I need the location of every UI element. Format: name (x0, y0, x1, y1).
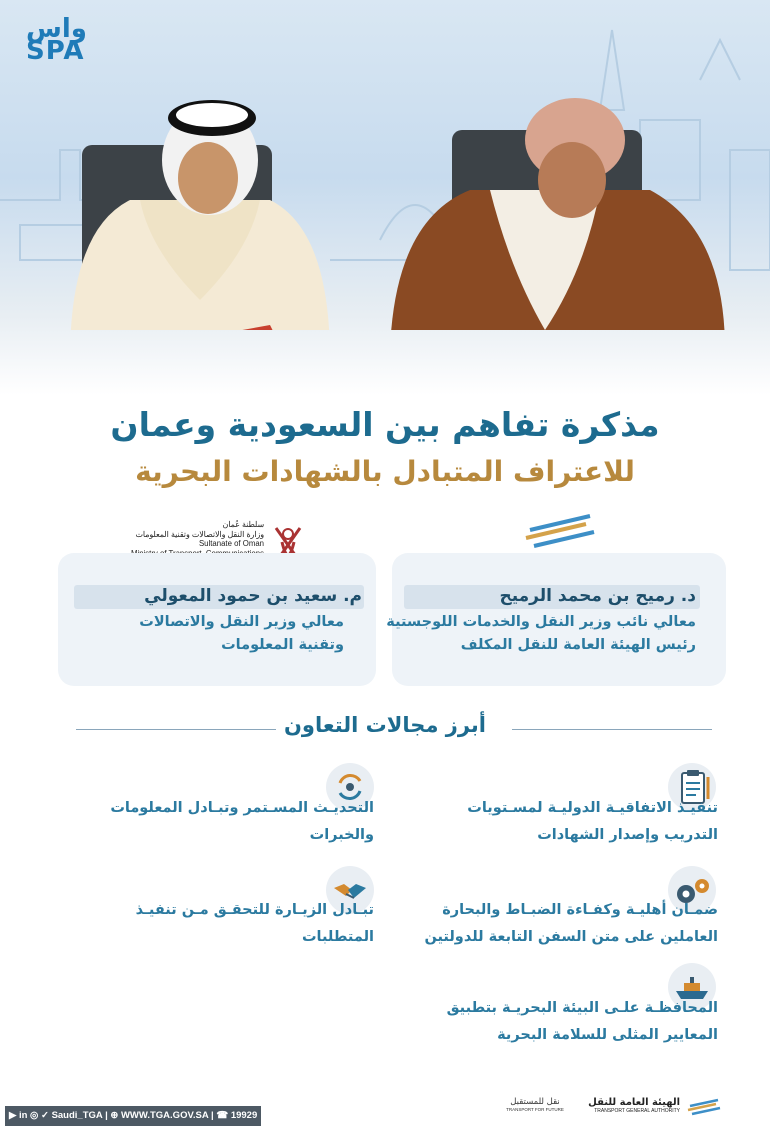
tga-official-role-2: رئيس الهيئة العامة للنقل المكلف (460, 637, 696, 653)
spa-logo (26, 14, 96, 66)
social-handle[interactable]: Saudi_TGA (51, 1110, 103, 1121)
tga-footer-logo (580, 1097, 680, 1114)
spa-logo-text: SPA (26, 36, 85, 66)
spa-logo-top: واس (26, 14, 87, 44)
future-logo (505, 1097, 565, 1112)
divider: | ⊕ (105, 1110, 121, 1121)
future-en: TRANSPORT FOR FUTURE (506, 1107, 564, 1112)
item-officers-competence (338, 897, 718, 951)
item-line-2: والخبرات (309, 827, 374, 843)
footer-contact-bar (5, 1106, 261, 1126)
item-line-1: ضمـان أهليـة وكفـاءة الضبـاط والبحارة (442, 902, 718, 918)
item-line-1: التحديـث المسـتمر وتبـادل المعلومات (110, 800, 374, 816)
oman-org-ar-1: سلطنة عُمان (222, 520, 264, 529)
phone-icon: | ☎ (211, 1110, 231, 1121)
item-line-1: تنفيـذ الاتفاقيـة الدوليـة لمسـتويات (467, 800, 718, 816)
item-line-2: العاملين على متن السفن التابعة للدولتين (424, 929, 718, 945)
main-title: مذكرة تفاهم بين السعودية وعمان (110, 405, 660, 444)
oman-minister-card (58, 553, 376, 686)
item-line-2: المتطلبات (301, 929, 374, 945)
item-continuous-update (54, 795, 374, 849)
item-marine-environment (338, 995, 718, 1049)
tga-footer-icon (686, 1098, 722, 1118)
website-link[interactable]: WWW.TGA.GOV.SA (120, 1110, 209, 1121)
tga-footer-en: TRANSPORT GENERAL AUTHORITY (594, 1108, 680, 1114)
oman-org-en-1: Sultanate of Oman (198, 539, 264, 548)
item-line-1: تبـادل الزيـارة للتحقـق مـن تنفيـذ (135, 902, 374, 918)
future-ar: نقل للمستقبل (510, 1097, 560, 1107)
skyline-illustration (0, 0, 770, 330)
item-line-2: التدريب وإصدار الشهادات (537, 827, 718, 843)
oman-minister-role-1: معالي وزير النقل والاتصالات (139, 614, 344, 630)
item-training-standards (338, 795, 718, 849)
oman-minister-name: م. سعيد بن حمود المعولي (144, 586, 362, 606)
tga-official-role-1: معالي نائب وزير النقل والخدمات اللوجستية (386, 614, 696, 630)
sub-title: للاعتراف المتبادل بالشهادات البحرية (135, 455, 635, 488)
social-icons: ▶ in ◎ ✓ (9, 1110, 52, 1121)
tga-footer-ar: الهيئة العامة للنقل (588, 1097, 680, 1108)
tga-official-card (386, 553, 726, 686)
section-title: أبرز مجالات التعاون (284, 713, 486, 737)
item-line-2: المعايير المثلى للسلامة البحرية (497, 1027, 718, 1043)
signing-photo (0, 0, 770, 395)
oman-org-ar-2: وزارة النقل والاتصالات وتقنية المعلومات (135, 529, 264, 539)
oman-minister-role-2: وتقنية المعلومات (221, 637, 344, 653)
tga-official-name: د. رميح بن محمد الرميح (499, 586, 696, 606)
item-line-1: المحافظـة علـى البيئة البحريـة بتطبيق (446, 1000, 718, 1016)
item-visits-exchange (54, 897, 374, 951)
phone-number[interactable]: 19929 (230, 1110, 258, 1121)
